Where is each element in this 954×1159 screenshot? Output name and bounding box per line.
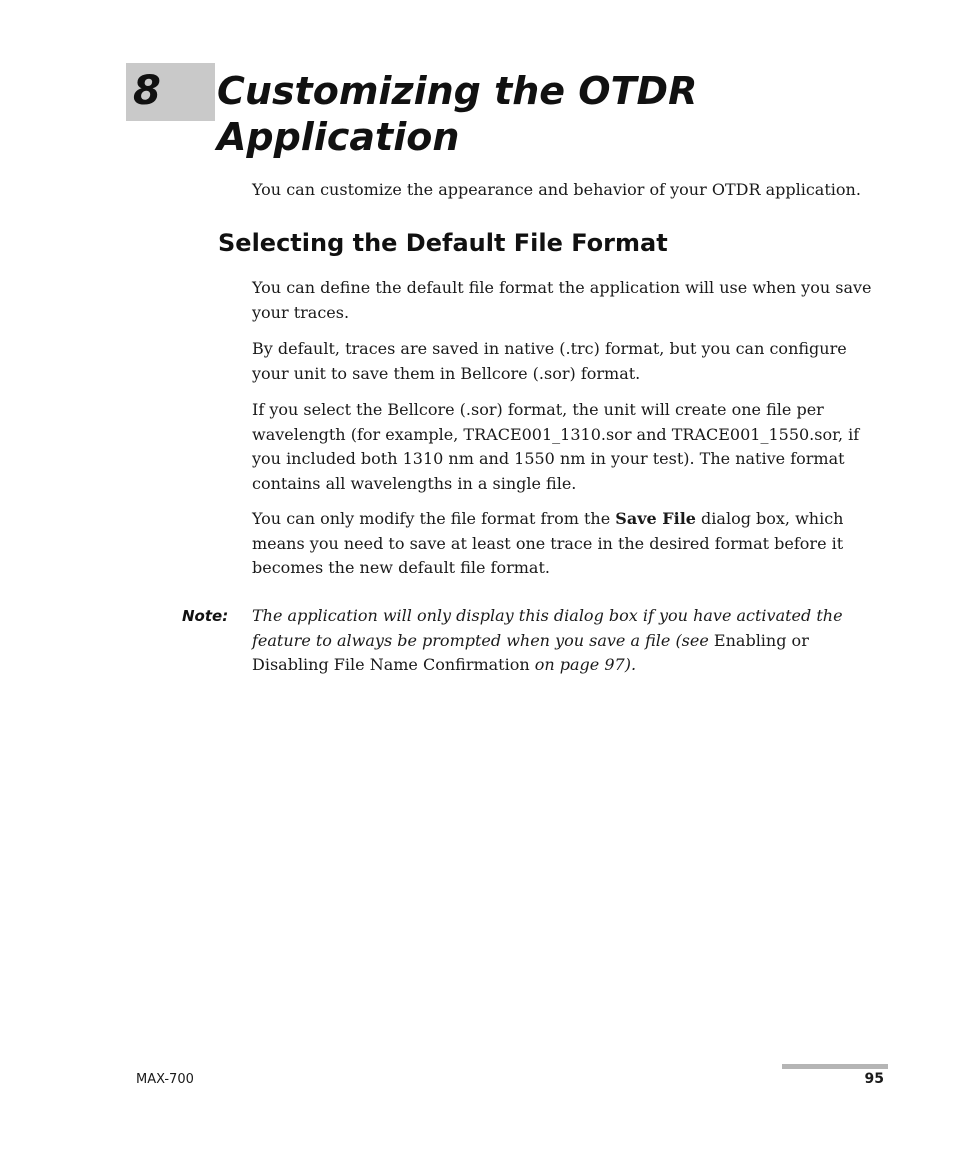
- paragraph-4-text-after: dialog box, which means you need to save at least one trace in the desired format before it becomes the new default file format.: [252, 509, 844, 578]
- chapter-number: 8: [133, 68, 161, 114]
- paragraph-4-text-before: You can only modify the file format from the: [252, 509, 616, 528]
- footer-rule: [782, 1064, 888, 1069]
- footer-product-name: MAX-700: [136, 1072, 194, 1087]
- paragraph-3: If you select the Bellcore (.sor) format, the unit will create one file per wavelength (for example, TRACE001_1310.sor and TRACE001_1550.sor, if you included both 1310 nm and 1550 nm in your test). The native format contains all wavelengths in a single file.: [252, 400, 860, 493]
- note-text-after: on page 97).: [529, 655, 637, 675]
- paragraph-4: [252, 507, 878, 581]
- footer-page-number: 95: [864, 1071, 884, 1087]
- save-file-term: Save File: [615, 509, 696, 528]
- note-label: Note:: [182, 607, 229, 625]
- chapter-title: Customizing the OTDR Application: [217, 69, 698, 159]
- note-text: [252, 604, 882, 678]
- chapter-intro: You can customize the appearance and behavior of your OTDR application.: [252, 180, 861, 199]
- section-heading: Selecting the Default File Format: [218, 229, 668, 257]
- note-text-before: The application will only display this dialog box if you have activated the feature to always be prompted when you save a file (see: [252, 606, 843, 650]
- cross-reference-link[interactable]: Enabling or Disabling File Name Confirmation: [252, 630, 809, 675]
- paragraph-2: By default, traces are saved in native (.trc) format, but you can configure your unit to save them in Bellcore (.sor) format.: [252, 339, 847, 383]
- paragraph-1: You can define the default file format the application will use when you save your traces.: [252, 278, 872, 322]
